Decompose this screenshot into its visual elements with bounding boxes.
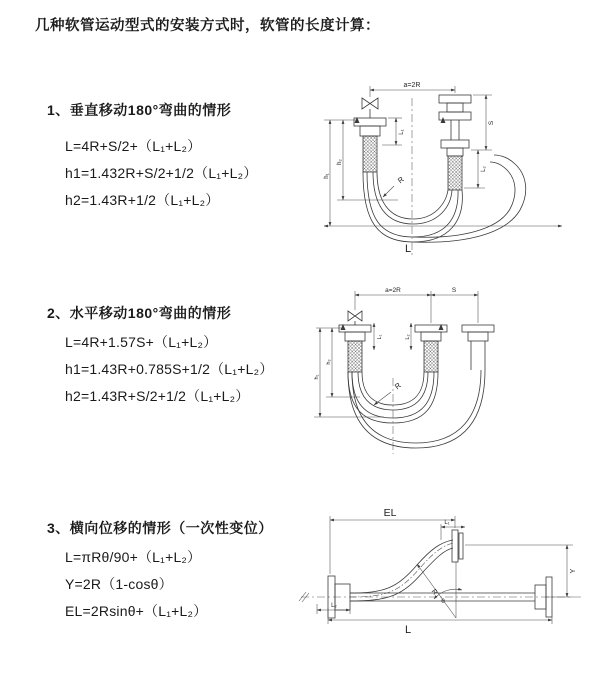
dim-label-l: L	[404, 243, 412, 255]
dim-label-h1: h₁	[324, 173, 330, 179]
formula-line: L=4R+S/2+（L₁+L₂）	[65, 138, 202, 154]
dimension-a2r	[355, 287, 478, 323]
section-1-formulas	[65, 133, 257, 214]
dimension-l	[328, 608, 552, 636]
dim-label-a2r: a=2R	[385, 287, 401, 294]
section-1-heading: 1、垂直移动180°弯曲的情形	[47, 102, 232, 118]
valve-icon	[362, 98, 378, 118]
dim-label-l1: L₁	[444, 520, 450, 526]
diagram-horizontal-180-bend	[308, 280, 585, 460]
upper-flange	[452, 530, 463, 562]
dimension-h1	[324, 120, 356, 226]
dimension-l1	[382, 118, 405, 145]
formula-line: h2=1.43R+S/2+1/2（L₁+L₂）	[65, 388, 250, 404]
dimension-l1	[374, 323, 383, 350]
hose-u-bend	[348, 370, 485, 448]
dim-label-a2r: a=2R	[403, 82, 421, 89]
valve-icon	[348, 311, 362, 325]
dim-label-l: L	[404, 624, 412, 636]
formula-line: h1=1.432R+S/2+1/2（L₁+L₂）	[65, 165, 258, 181]
dim-label-h2: h₂	[326, 359, 332, 365]
dim-label-h1: h₁	[314, 374, 320, 380]
formula-line: Y=2R（1-cosθ）	[65, 576, 173, 592]
dim-label-l1: L₁	[377, 334, 383, 340]
dimension-l2	[464, 150, 487, 188]
radius-callout	[374, 380, 403, 405]
dimension-l2	[317, 603, 350, 614]
section-3-formulas	[65, 544, 207, 625]
radius-callout	[383, 174, 406, 197]
dim-label-r: R	[395, 174, 406, 186]
dim-label-l2: L₂	[331, 603, 337, 609]
formula-line: L=4R+1.57S+（L₁+L₂）	[65, 334, 218, 350]
dim-label-s: S	[488, 120, 495, 126]
formula-line: h1=1.43R+0.785S+1/2（L₁+L₂）	[65, 361, 274, 377]
right-pipe-fitting	[462, 325, 494, 370]
left-pipe-fitting	[339, 324, 371, 372]
dimension-el	[330, 507, 455, 574]
dim-label-l1: L₁	[399, 129, 405, 135]
diagram-vertical-180-bend	[310, 70, 580, 265]
middle-pipe-fitting	[415, 324, 447, 372]
dimension-l2	[405, 323, 411, 350]
diagram-lateral-displacement	[295, 500, 590, 655]
dim-label-l2: L₂	[481, 166, 487, 172]
right-pipe-fitting	[439, 95, 471, 190]
dim-label-l2: L₂	[405, 334, 411, 340]
page-title: 几种软管运动型式的安装方式时，软管的长度计算：	[35, 18, 380, 34]
formula-line: EL=2Rsinθ+（L₁+L₂）	[65, 603, 208, 619]
radius-callout	[417, 562, 456, 618]
section-2-heading: 2、水平移动180°弯曲的情形	[47, 305, 232, 321]
section-3-heading: 3、横向位移的情形（一次性变位）	[47, 520, 273, 536]
dimension-y	[465, 545, 577, 597]
dim-label-h2: h₂	[337, 159, 343, 165]
dim-label-y: Y	[570, 568, 577, 574]
dim-label-r: R	[429, 588, 439, 597]
formula-line: h2=1.43R+1/2（L₁+L₂）	[65, 192, 220, 208]
formula-line: L=πRθ/90+（L₁+L₂）	[65, 549, 202, 565]
dimension-s	[431, 287, 478, 295]
hose-u-bend	[363, 155, 526, 242]
dimension-l	[324, 226, 562, 255]
dim-label-r: R	[392, 380, 403, 392]
section-2-formulas	[65, 329, 273, 410]
dimension-s	[471, 95, 495, 150]
dim-label-theta: θ	[441, 598, 445, 605]
dim-label-el: EL	[383, 507, 397, 519]
dim-label-s: S	[451, 287, 457, 294]
left-pipe-fitting	[354, 117, 386, 172]
